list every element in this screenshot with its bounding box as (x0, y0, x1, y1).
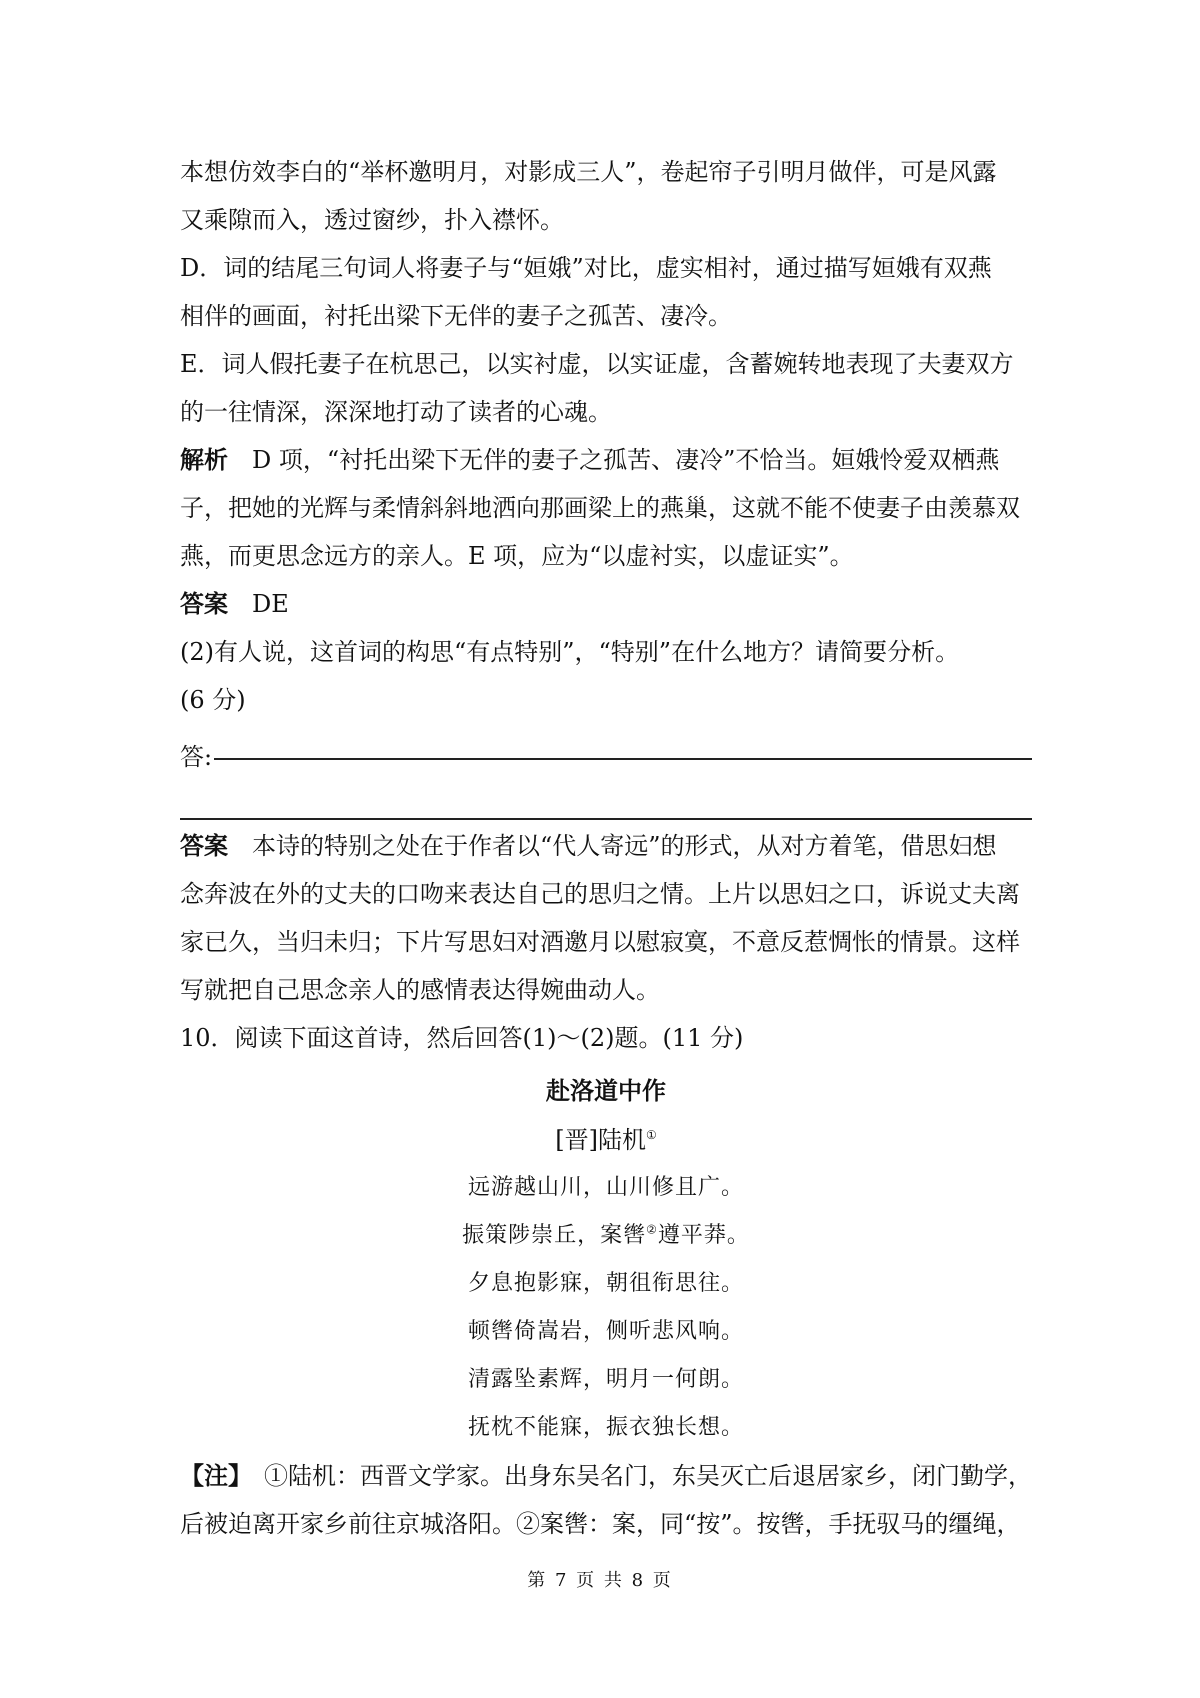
option-c-continued-line-2: 又乘隙而入，透过窗纱，扑入襟怀。 (180, 206, 564, 234)
line-footnote-mark: ② (646, 1222, 658, 1237)
answer-1-text: DE (252, 590, 289, 618)
analysis-line-1 (180, 436, 1032, 484)
answer-rule-2 (180, 772, 1032, 820)
analysis-label: 解析 (180, 446, 228, 474)
notes-text-1: ①陆机：西晋文学家。出身东吴名门，东吴灭亡后退居家乡，闭门勤学， (264, 1462, 1032, 1490)
poem-line-6: 抚枕不能寐，振衣独长想。 (467, 1415, 744, 1440)
analysis-line-3: 燕，而更思念远方的亲人。E 项，应为“以虚衬实，以虚证实”。 (180, 542, 854, 570)
analysis-line-2: 子，把她的光辉与柔情斜斜地洒向那画梁上的燕巢，这就不能不使妻子由羡慕双 (180, 494, 1020, 522)
question-10: 10．阅读下面这首诗，然后回答(1)～(2)题。(11 分) (180, 1024, 744, 1052)
answer-2-label: 答案 (180, 832, 228, 860)
poem-title: 赴洛道中作 (546, 1077, 666, 1105)
notes-label: 【注】 (180, 1462, 252, 1490)
poem-line-5: 清露坠素辉，明月一何朗。 (467, 1367, 744, 1392)
option-e-line-2: 的一往情深，深深地打动了读者的心魂。 (180, 398, 612, 426)
poem-line-2: 振策陟崇丘，案辔②遵平莽。 (462, 1222, 750, 1248)
poem-line-4: 顿辔倚嵩岩，侧听悲风响。 (467, 1319, 744, 1344)
author-footnote-mark: ① (645, 1128, 657, 1142)
analysis-text-1: D 项，“衬托出梁下无伴的妻子之孤苦、凄冷”不恰当。姮娥怜爱双栖燕 (252, 446, 1000, 474)
question-2-line-1: (2)有人说，这首词的构思“有点特别”，“特别”在什么地方？请简要分析。 (180, 638, 960, 666)
notes-line-2: 后被迫离开家乡前往京城洛阳。②案辔：案，同“按”。按辔，手抚驭马的缰绳， (180, 1510, 1021, 1538)
answer-1 (180, 580, 1032, 628)
poem-line-1: 远游越山川，山川修且广。 (467, 1175, 744, 1200)
option-c-continued-line-1: 本想仿效李白的“举杯邀明月，对影成三人”，卷起帘子引明月做伴，可是风露 (180, 158, 997, 186)
answer-prompt: 答: (180, 743, 213, 771)
answer-2-text-1: 本诗的特别之处在于作者以“代人寄远”的形式，从对方着笔，借思妇想 (252, 832, 997, 860)
answer-blank-line-1 (180, 724, 1032, 772)
answer-2-line-4: 写就把自己思念亲人的感情表达得婉曲动人。 (180, 976, 660, 1004)
page-footer: 第 7 页 共 8 页 (527, 1570, 673, 1591)
answer-2-line-1 (180, 822, 1032, 870)
poem (180, 1066, 1032, 1452)
poem-author: [晋]陆机① (555, 1126, 657, 1154)
notes-line-1 (180, 1452, 1032, 1500)
page-content (180, 148, 1032, 1548)
answer-1-label: 答案 (180, 590, 228, 618)
option-d-line-2: 相伴的画面，衬托出梁下无伴的妻子之孤苦、凄冷。 (180, 302, 732, 330)
option-e-line-1: E．词人假托妻子在杭思己，以实衬虚，以实证虚，含蓄婉转地表现了夫妻双方 (180, 350, 1014, 378)
question-2-line-2: (6 分) (180, 686, 246, 714)
answer-rule-1 (214, 758, 1032, 760)
option-d-line-1: D．词的结尾三句词人将妻子与“姮娥”对比，虚实相衬，通过描写姮娥有双燕 (180, 254, 992, 282)
answer-2-line-2: 念奔波在外的丈夫的口吻来表达自己的思归之情。上片以思妇之口，诉说丈夫离 (180, 880, 1020, 908)
poem-line-3: 夕息抱影寐，朝徂衔思往。 (467, 1271, 744, 1296)
answer-2-line-3: 家已久，当归未归；下片写思妇对酒邀月以慰寂寞，不意反惹惆怅的情景。这样 (180, 928, 1020, 956)
